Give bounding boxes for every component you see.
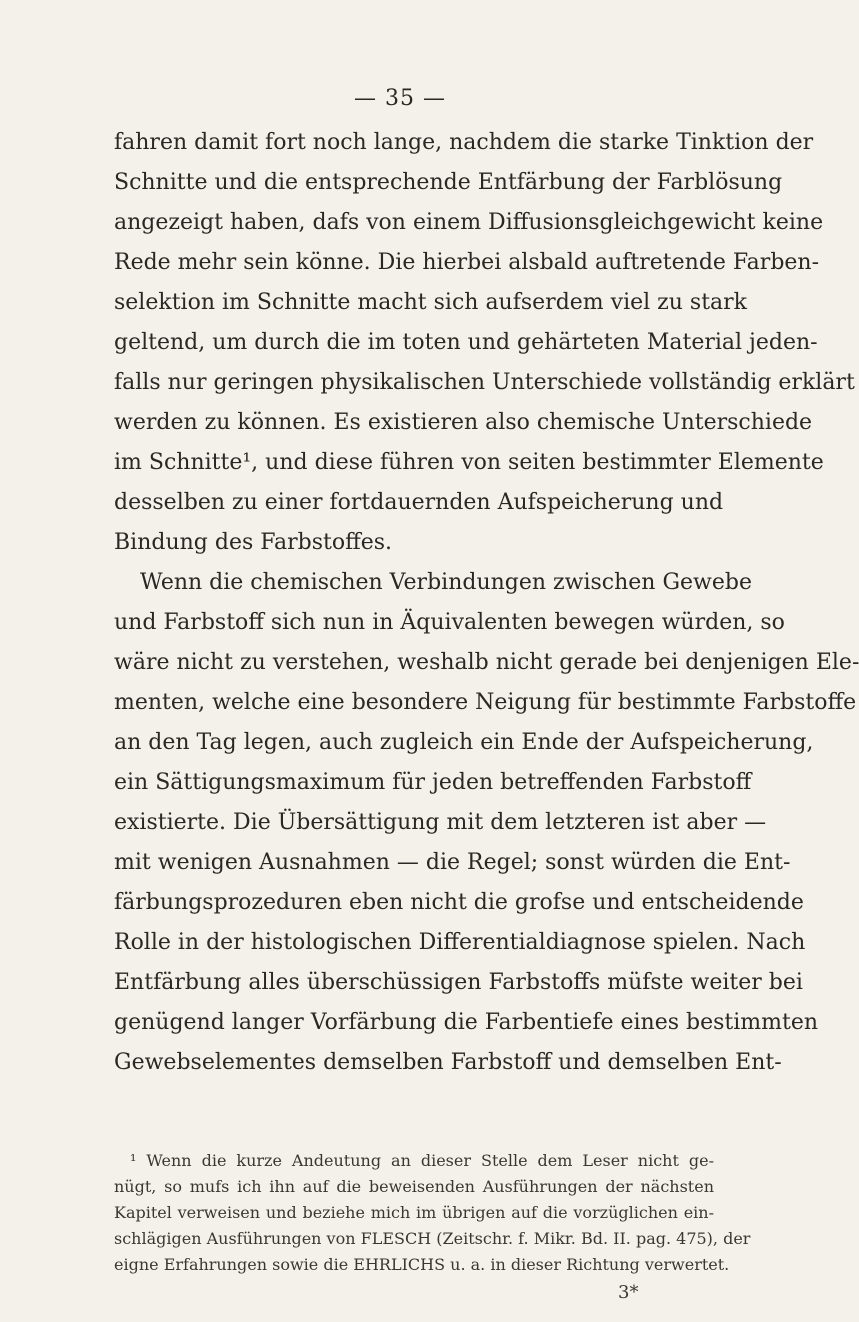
body-line: angezeigt haben, dafs von einem Diffusionsgleichgewicht keine <box>114 210 824 235</box>
body-line: Entfärbung alles überschüssigen Farbstoffs müfste weiter bei <box>114 970 803 995</box>
body-line: genügend langer Vorfärbung die Farbentiefe eines bestimmten <box>114 1010 819 1035</box>
signature-mark: 3* <box>618 1282 639 1303</box>
body-line: Rolle in der histologischen Differentialdiagnose spielen. Nach <box>114 930 806 955</box>
body-line: Gewebselementes demselben Farbstoff und demselben Ent- <box>114 1050 782 1075</box>
body-line: Rede mehr sein könne. Die hierbei alsbald auftretende Farben- <box>114 250 820 275</box>
footnote-line: Kapitel verweisen und beziehe mich im übrigen auf die vorzüglichen ein- <box>114 1203 714 1222</box>
footnote-line: nügt, so mufs ich ihn auf die beweisenden Ausführungen der nächsten <box>114 1177 714 1196</box>
body-line: desselben zu einer fortdauernden Aufspeicherung und <box>114 490 724 515</box>
body-line: selektion im Schnitte macht sich aufserdem viel zu stark <box>114 290 748 315</box>
body-line: menten, welche eine besondere Neigung für bestimmte Farbstoffe <box>114 690 857 715</box>
body-line: im Schnitte¹, und diese führen von seiten bestimmter Elemente <box>114 450 824 475</box>
body-line: färbungsprozeduren eben nicht die grofse und entscheidende <box>114 890 804 915</box>
body-line: falls nur geringen physikalischen Unterschiede vollständig erklärt <box>114 370 855 395</box>
page-number: — 35 — <box>354 86 446 111</box>
body-line: wäre nicht zu verstehen, weshalb nicht gerade bei denjenigen Ele- <box>114 650 859 675</box>
body-line: geltend, um durch die im toten und gehärteten Material jeden- <box>114 330 818 355</box>
body-line: Wenn die chemischen Verbindungen zwischen Gewebe <box>140 570 753 595</box>
body-line: existierte. Die Übersättigung mit dem letzteren ist aber — <box>114 810 767 835</box>
body-line: Bindung des Farbstoffes. <box>114 530 393 555</box>
body-line: fahren damit fort noch lange, nachdem die starke Tinktion der <box>114 130 814 155</box>
body-line: Schnitte und die entsprechende Entfärbung der Farblösung <box>114 170 783 195</box>
footnote-line: eigne Erfahrungen sowie die EHRLICHS u. a. in dieser Richtung verwertet. <box>114 1255 730 1274</box>
body-line: an den Tag legen, auch zugleich ein Ende der Aufspeicherung, <box>114 730 814 755</box>
body-line: werden zu können. Es existieren also chemische Unterschiede <box>114 410 813 435</box>
body-line: mit wenigen Ausnahmen — die Regel; sonst würden die Ent- <box>114 850 791 875</box>
body-line: und Farbstoff sich nun in Äquivalenten bewegen würden, so <box>114 610 785 635</box>
footnote-line: ¹ Wenn die kurze Andeutung an dieser Stelle dem Leser nicht ge- <box>130 1151 714 1170</box>
footnote-line: schlägigen Ausführungen von FLESCH (Zeitschr. f. Mikr. Bd. II. pag. 475), der <box>114 1229 751 1248</box>
body-line: ein Sättigungsmaximum für jeden betreffenden Farbstoff <box>114 770 752 795</box>
